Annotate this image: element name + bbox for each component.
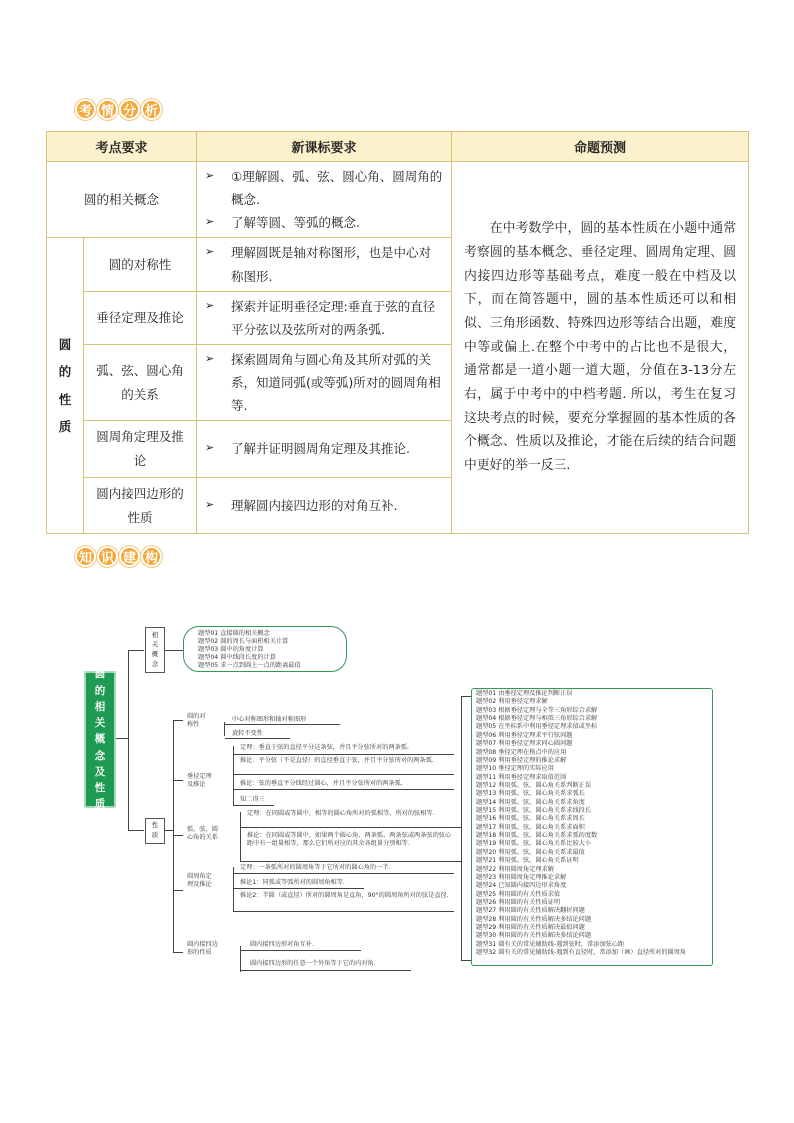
property-type: 题型29 利用圆的有关性质解决最值问题 — [476, 924, 585, 932]
badge-char: 析 — [141, 99, 162, 120]
connector — [234, 789, 454, 790]
branch-perpendicular: 垂径定理 及推论 — [187, 773, 212, 789]
req-cell — [197, 162, 452, 238]
concept-type: 题型05 求一点到圆上一点的距离最值 — [198, 662, 301, 669]
connector — [241, 861, 461, 862]
property-type: 题型11 利用垂径定理求取值范围 — [476, 773, 567, 781]
property-type: 题型04 根据垂径定理与相似三角形综合求解 — [476, 715, 598, 723]
branch-symmetry: 圆的对 称性 — [187, 713, 206, 729]
connector — [241, 970, 411, 971]
branch-inscribed-angle: 圆周角定 理及推论 — [187, 873, 212, 889]
property-type: 题型30 利用圆的有关性质解决多结论问题 — [476, 932, 592, 940]
badge-char: 分 — [119, 99, 140, 120]
arrow-bullet-icon: ➢ — [205, 215, 215, 229]
property-type: 题型21 利用弧、弦、圆心角关系证明 — [476, 857, 579, 865]
connector — [241, 950, 361, 951]
property-type: 题型22 利用圆周角定理求解 — [476, 865, 554, 873]
connector — [225, 724, 340, 725]
topic-cell: 垂径定理及推论 — [84, 291, 197, 344]
connector — [234, 888, 364, 889]
property-type: 题型26 利用圆的有关性质证明 — [476, 898, 561, 906]
arrow-bullet-icon: ➢ — [205, 441, 215, 455]
connector — [173, 890, 183, 891]
branch-item: 推论：平分弦（不是直径）的直径垂直于弦，并且平分弦所对的两条弧. — [240, 757, 434, 764]
req-cell — [197, 291, 452, 344]
badge-char: 考 — [75, 99, 96, 120]
connector — [165, 830, 173, 831]
header-topic: 考点要求 — [47, 132, 197, 162]
connector — [165, 650, 183, 651]
connector — [128, 650, 144, 651]
connector — [128, 830, 144, 831]
req-cell — [197, 238, 452, 291]
concept-type: 题型02 圆的周长与面积相关计算 — [198, 638, 289, 645]
concept-type: 题型03 圆中的角度计算 — [198, 646, 264, 653]
connector — [461, 696, 471, 697]
connector — [233, 746, 234, 806]
connector — [173, 835, 183, 836]
property-node: 性 质 — [145, 818, 165, 844]
concept-node: 相 关 概 念 — [145, 627, 165, 673]
property-type: 题型17 利用弧、弦、圆心角关系求面积 — [476, 823, 585, 831]
badge-char: 识 — [97, 546, 118, 567]
arrow-bullet-icon: ➢ — [205, 351, 215, 365]
property-type: 题型13 利用弧、弦、圆心角关系求弧长 — [476, 790, 585, 798]
branch-item: 推论：弦的垂直平分线经过圆心，并且平分弦所对的两条弧. — [240, 780, 403, 787]
branch-item: 中心对称图形和轴对称图形 — [232, 716, 307, 723]
connector — [461, 696, 462, 961]
branch-item: 推论：在同圆或等圆中，如果两个圆心角、两条弧、两条弦或两条弦的弦心距中有一组量相等，那么它们所对应的其余各组量分别相等. — [247, 832, 452, 848]
property-type: 题型15 利用弧、弦、圆心角关系求线段长 — [476, 807, 592, 815]
branch-item: 知二得三 — [240, 796, 265, 803]
topic-cell: 圆内接四边形的性质 — [84, 477, 197, 534]
connector — [173, 720, 174, 952]
req-text: 了解等圆、等弧的概念. — [231, 215, 360, 231]
property-type: 题型02 利用垂径定理求解 — [476, 698, 548, 706]
branch-item: 定理：垂直于弦的直径平分这条弦，并且平分弦所对的两条弧. — [240, 744, 410, 751]
req-text: 理解圆内接四边形的对角互补. — [231, 497, 398, 513]
property-type: 题型08 垂径定理在格点中的应用 — [476, 748, 567, 756]
property-type: 题型25 利用圆的有关性质求值 — [476, 890, 561, 898]
topic-cell: 圆的相关概念 — [47, 162, 197, 238]
connector — [173, 952, 183, 953]
arrow-bullet-icon: ➢ — [205, 497, 215, 511]
property-type: 题型10 垂径定理的实际应用 — [476, 765, 554, 773]
table-header-row — [47, 132, 749, 162]
branch-arc-chord: 弧、弦、圆 心角的关系 — [187, 826, 218, 842]
connector — [234, 911, 454, 912]
connector — [173, 720, 183, 721]
req-cell — [197, 477, 452, 534]
req-cell — [197, 344, 452, 420]
connector — [128, 650, 129, 830]
topic-cell: 弧、弦、圆心角的关系 — [84, 344, 197, 420]
connector — [225, 738, 290, 739]
connector — [234, 873, 454, 874]
property-type: 题型16 利用弧、弦、圆心角关系求周长 — [476, 815, 585, 823]
badge-char: 情 — [97, 99, 118, 120]
property-type: 题型31 圆有关的常见辅助线-遇到弦时，常添加弦心距 — [476, 940, 625, 948]
concept-type: 题型01 直接圆的相关概念 — [198, 630, 270, 637]
connector — [116, 738, 128, 739]
req-text: 了解并证明圆周角定理及其推论. — [231, 441, 410, 457]
req-cell — [197, 421, 452, 478]
connector — [234, 805, 274, 806]
arrow-bullet-icon: ➢ — [205, 298, 215, 312]
branch-cyclic-quad: 圆内接四边 形的性质 — [187, 941, 218, 957]
property-type: 题型18 利用弧、弦、圆心角关系求弧的度数 — [476, 832, 598, 840]
connector — [234, 754, 454, 755]
group-label: 圆 的 性 质 — [47, 238, 84, 534]
property-type: 题型32 圆有关的常见辅助线-遇到有直径时，常添加（画）直径所对的圆周角 — [476, 949, 687, 957]
property-type: 题型06 利用垂径定理求平行弦问题 — [476, 731, 573, 739]
section-badge-analysis — [75, 96, 163, 122]
requirements-table — [46, 131, 749, 534]
property-type: 题型28 利用圆的有关性质解决多结论问题 — [476, 915, 592, 923]
connector — [173, 780, 183, 781]
property-type: 题型01 由垂径定理及推论判断正误 — [476, 690, 573, 697]
branch-item: 推论2：半圆（或直径）所对的圆周角是直角，90°的圆周角所对的弦是直径. — [240, 892, 449, 899]
header-prediction: 命题预测 — [452, 132, 749, 162]
prediction-cell: 在中考数学中，圆的基本性质在小题中通常考察圆的基本概念、垂径定理、圆周角定理、圆内接四边形等基础考点，难度一般在中档及以下，而在简答题中，圆的基本性质还可以和相似、三角形函数、特殊四边形等结合出题，难度中等或偏上.在整个中考中的占比也不是很大，通常都是一道小题一道大题，分值在3-13分左右，属于中考中的中档考题. 所以，考生在复习这块考点的时候，要充分掌握圆的基本性质的各个概念、性质以及推论，才能在后续的结合问题中更好的举一反三. — [452, 162, 749, 534]
arrow-bullet-icon: ➢ — [205, 169, 215, 182]
req-text: ①理解圆、弧、弦、圆心角、圆周角的概念. — [231, 169, 443, 208]
req-text: 探索并证明垂径定理:垂直于弦的直径平分弦以及弦所对的两条弧. — [231, 298, 436, 337]
property-type: 题型19 利用弧、弦、圆心角关系比较大小 — [476, 840, 592, 848]
branch-item: 旋转不变性 — [232, 730, 263, 737]
badge-char: 建 — [119, 546, 140, 567]
connector — [241, 827, 461, 828]
topic-cell: 圆周角定理及推论 — [84, 421, 197, 478]
badge-char: 知 — [75, 546, 96, 567]
branch-item: 圆内接四边形对角互补. — [250, 941, 314, 948]
connector — [461, 960, 471, 961]
branch-item: 定理：一条弧所对的圆周角等于它所对的圆心角的一半. — [240, 864, 391, 871]
property-type: 题型09 利用垂径定理的推论求解 — [476, 756, 567, 764]
property-type: 题型24 已知圆内接四边形求角度 — [476, 882, 567, 890]
req-text: 理解圆既是轴对称图形，也是中心对称图形. — [231, 245, 432, 284]
branch-item: 推论1：同弧或等弧所对的圆周角相等. — [240, 879, 345, 886]
topic-cell: 圆的对称性 — [84, 238, 197, 291]
connector — [234, 774, 454, 775]
mindmap-root: 圆 的 相 关 概 念 及 性 质 — [84, 671, 116, 808]
table-row — [47, 162, 749, 238]
property-type: 题型05 在坐标系中利用垂径定理求值或坐标 — [476, 723, 598, 731]
property-types-list — [476, 690, 710, 958]
property-type: 题型14 利用弧、弦、圆心角关系求角度 — [476, 798, 585, 806]
property-type: 题型27 利用圆的有关性质解决翻折问题 — [476, 907, 585, 915]
branch-item: 圆内接四边形的任意一个外角等于它的内对角. — [250, 960, 376, 967]
section-badge-knowledge — [75, 543, 163, 569]
property-type: 题型12 利用弧、弦、圆心角关系判断正误 — [476, 781, 592, 789]
header-standard: 新课标要求 — [197, 132, 452, 162]
connector — [240, 812, 241, 862]
branch-item: 定理：在同圆或等圆中，相等的圆心角所对的弧相等，所对的弦相等. — [247, 810, 435, 817]
property-type: 题型23 利用圆周角定理推论求解 — [476, 873, 567, 881]
arrow-bullet-icon: ➢ — [205, 245, 215, 259]
badge-char: 构 — [141, 546, 162, 567]
property-type: 题型07 利用垂径定理求同心圆问题 — [476, 740, 573, 748]
property-type: 题型20 利用弧、弦、圆心角关系求最值 — [476, 848, 585, 856]
req-text: 探索圆周角与圆心角及其所对弧的关系，知道同弧(或等弧)所对的圆周角相等. — [231, 351, 441, 414]
property-type: 题型03 根据垂径定理与全等三角形综合求解 — [476, 706, 598, 714]
concept-type: 题型04 圆中线段长度的计算 — [198, 654, 276, 661]
